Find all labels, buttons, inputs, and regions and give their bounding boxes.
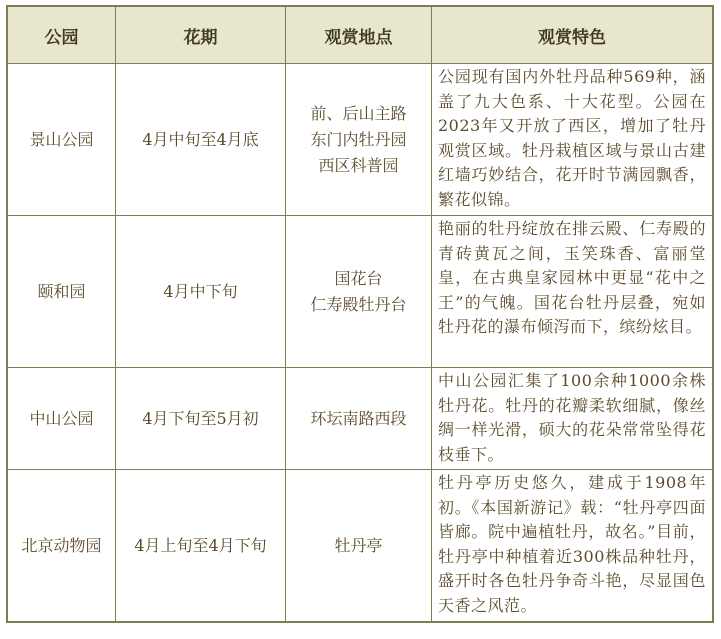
cell-location — [286, 368, 432, 470]
location-line: 西区科普园 — [318, 155, 399, 175]
cell-location — [286, 64, 432, 216]
cell-park: 中山公园 — [8, 368, 116, 470]
cell-location — [286, 470, 432, 622]
location-line: 仁寿殿牡丹台 — [310, 294, 407, 314]
location-line: 东门内牡丹园 — [310, 129, 407, 149]
peony-viewing-table — [6, 5, 714, 623]
cell-feature: 牡丹亭历史悠久，建成于1908年初。《本国新游记》载：“牡丹亭四面皆廊。院中遍植牡丹，故名。”目前，牡丹亭中种植着近300株品种牡丹，盛开时各色牡丹争奇斗艳，尽显国色天香之风范。 — [432, 470, 713, 622]
location-line: 牡丹亭 — [334, 535, 383, 555]
header-location: 观赏地点 — [286, 7, 432, 64]
location-line: 前、后山主路 — [310, 103, 407, 123]
location-line: 环坛南路西段 — [310, 408, 407, 428]
cell-period: 4月中下旬 — [116, 216, 286, 368]
cell-period: 4月上旬至4月下旬 — [116, 470, 286, 622]
cell-period: 4月中旬至4月底 — [116, 64, 286, 216]
location-line: 国花台 — [334, 268, 383, 288]
header-period: 花期 — [116, 7, 286, 64]
table-row — [8, 368, 713, 470]
header-park: 公园 — [8, 7, 116, 64]
table-row — [8, 64, 713, 216]
table — [7, 6, 713, 622]
cell-park: 颐和园 — [8, 216, 116, 368]
cell-feature: 公园现有国内外牡丹品种569种，涵盖了九大色系、十大花型。公园在2023年又开放了西区，增加了牡丹观赏区域。牡丹栽植区域与景山古建红墙巧妙结合，花开时节满园飘香，繁花似锦。 — [432, 64, 713, 216]
cell-period: 4月下旬至5月初 — [116, 368, 286, 470]
table-row — [8, 470, 713, 622]
cell-location — [286, 216, 432, 368]
cell-feature: 中山公园汇集了100余种1000余株牡丹花。牡丹的花瓣柔软细腻，像丝绸一样光滑，硕大的花朵常常坠得花枝垂下。 — [432, 368, 713, 470]
header-feature: 观赏特色 — [432, 7, 713, 64]
cell-feature: 艳丽的牡丹绽放在排云殿、仁寿殿的青砖黄瓦之间，玉笑珠香、富丽堂皇，在古典皇家园林中更显“花中之王”的气魄。国花台牡丹层叠，宛如牡丹花的瀑布倾泻而下，缤纷炫目。 — [432, 216, 713, 368]
table-row — [8, 216, 713, 368]
cell-park: 北京动物园 — [8, 470, 116, 622]
cell-park: 景山公园 — [8, 64, 116, 216]
table-header-row — [8, 7, 713, 64]
